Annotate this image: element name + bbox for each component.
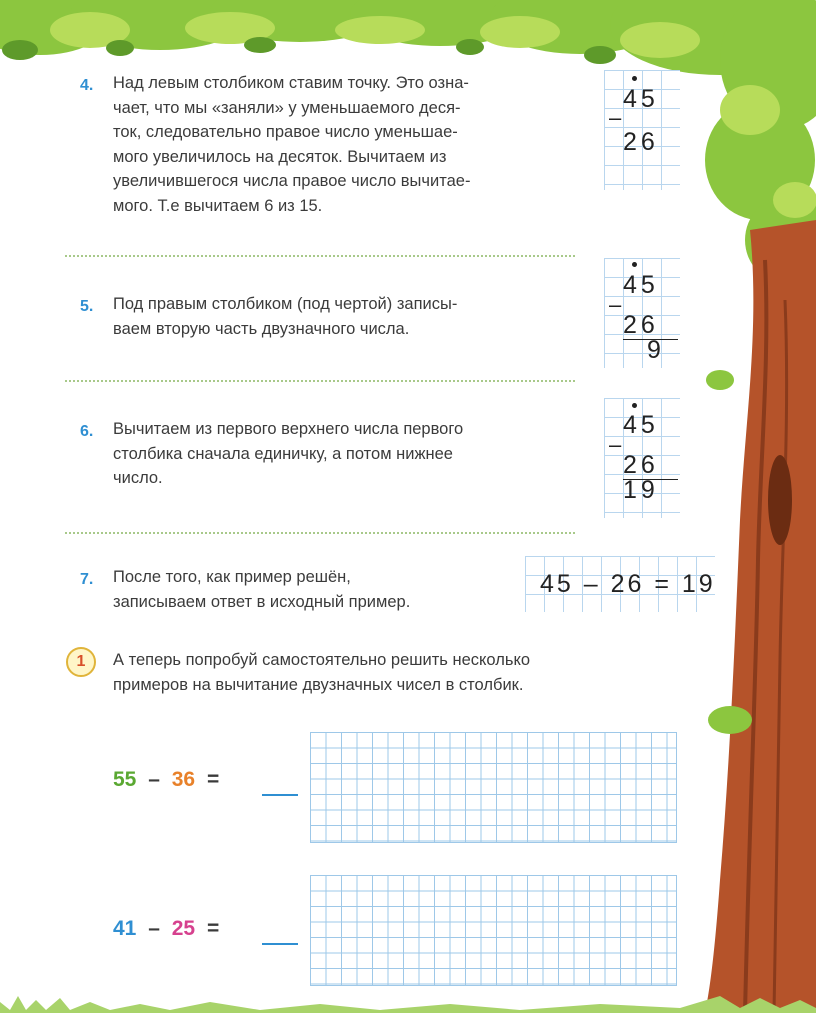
text-line: мого. Т.е вычитаем 6 из 15.	[113, 196, 323, 215]
exercise-text	[113, 648, 678, 697]
result: 19	[623, 476, 659, 504]
task-operand-a: 41	[113, 917, 137, 940]
task-operand-b: 36	[171, 768, 196, 791]
task-minus: –	[148, 768, 160, 791]
task-equals: =	[206, 768, 220, 791]
dotted-separator	[65, 255, 575, 257]
task-55-36	[113, 768, 219, 792]
task-operand-b: 25	[171, 917, 196, 940]
grass-illustration	[0, 990, 816, 1013]
step-number-7: 7.	[80, 571, 94, 588]
text-line: столбика сначала единичку, а потом нижнее	[113, 444, 453, 463]
minuend: 45	[623, 85, 659, 113]
minuend: 45	[623, 271, 659, 299]
answer-blank[interactable]	[262, 921, 298, 945]
tree-illustration	[690, 0, 816, 1013]
partial-result: 9	[647, 336, 665, 364]
dotted-separator	[65, 532, 575, 534]
text-line: увеличившегося числа правое число вычитае-	[113, 172, 471, 190]
step-number-5: 5.	[80, 298, 94, 315]
minus-sign: –	[609, 292, 622, 317]
step-6-text	[113, 417, 571, 491]
text-line: примеров на вычитание двузначных чисел в столбик.	[113, 675, 524, 694]
task-minus: –	[148, 917, 160, 940]
step-7-text	[113, 565, 513, 614]
step-number-4: 4.	[80, 77, 94, 94]
minus-sign: –	[609, 105, 622, 130]
exercise-badge: 1	[66, 647, 96, 677]
text-line: Под правым столбиком (под чертой) записы-	[113, 295, 458, 313]
answer-blank[interactable]	[262, 772, 298, 796]
text-line: Над левым столбиком ставим точку. Это озна-	[113, 74, 469, 92]
text-line: число.	[113, 469, 163, 487]
text-line: А теперь попробуй самостоятельно решить несколько	[113, 651, 531, 669]
text-line: После того, как пример решён,	[113, 568, 351, 586]
borrow-dot	[632, 76, 637, 81]
borrow-dot	[632, 403, 637, 408]
text-line: записываем ответ в исходный пример.	[113, 592, 411, 611]
borrow-dot	[632, 262, 637, 267]
subtrahend: 26	[623, 451, 659, 479]
completed-equation: 45 – 26 = 19	[540, 570, 716, 598]
text-line: чает, что мы «заняли» у уменьшаемого деся-	[113, 98, 461, 117]
answer-grid[interactable]	[310, 732, 677, 843]
minus-sign: –	[609, 432, 622, 457]
step-5-text	[113, 292, 571, 341]
answer-grid[interactable]	[310, 875, 677, 986]
step-number-6: 6.	[80, 423, 94, 440]
task-operand-a: 55	[113, 768, 137, 791]
subtrahend: 26	[623, 128, 659, 156]
text-line: ток, следовательно правое число уменьшае-	[113, 123, 458, 141]
task-41-25	[113, 917, 219, 941]
minuend: 45	[623, 411, 659, 439]
subtrahend: 26	[623, 311, 659, 339]
text-line: мого увеличилось на десяток. Вычитаем из	[113, 147, 447, 166]
step-4-text	[113, 71, 571, 218]
task-equals: =	[206, 917, 220, 940]
text-line: Вычитаем из первого верхнего числа первого	[113, 420, 464, 438]
dotted-separator	[65, 380, 575, 382]
text-line: ваем вторую часть двузначного числа.	[113, 319, 410, 338]
